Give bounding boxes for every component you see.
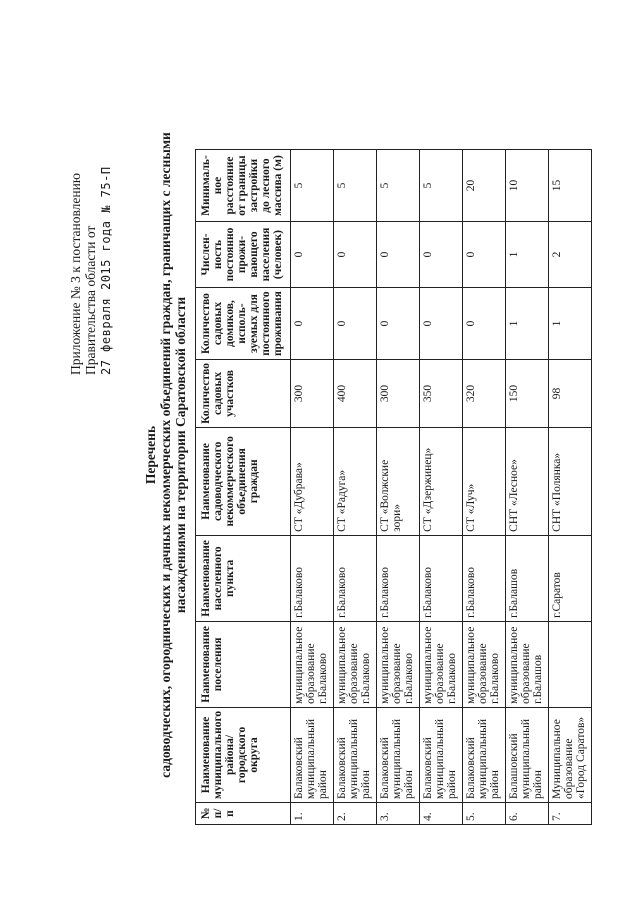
cell-district: Балашовский муниципальный район [506, 707, 549, 802]
cell-houses: 0 [291, 288, 334, 360]
cell-plots: 400 [334, 360, 377, 428]
table-row [291, 150, 334, 825]
heading-line-1: садоводческих, огороднических и дачных некоммерческих объединений граждан, граничащих с лесными [158, 132, 173, 778]
table-row [506, 150, 549, 825]
appendix-note [68, 55, 114, 375]
cell-settlement: муниципальное образование г.Балаково [334, 621, 377, 707]
cell-houses: 0 [463, 288, 506, 360]
cell-locality: г.Саратов [549, 535, 592, 621]
cell-district: Балаковский муниципальный район [420, 707, 463, 802]
cell-houses: 0 [334, 288, 377, 360]
cell-association: СНТ «Лесное» [506, 427, 549, 535]
header-population: Числен-ность постоянно прожи-вающего населения (человек) [196, 222, 291, 288]
cell-houses: 0 [420, 288, 463, 360]
header-locality: Наименование населенного пункта [196, 535, 291, 621]
cell-distance: 5 [291, 150, 334, 222]
cell-houses: 1 [549, 288, 592, 360]
cell-locality: г.Балаково [463, 535, 506, 621]
cell-locality: г.Балаково [377, 535, 420, 621]
cell-houses: 0 [377, 288, 420, 360]
cell-association: СТ «Волжские зори» [377, 427, 420, 535]
table-header-row [196, 150, 291, 825]
cell-association: СНТ «Полянка» [549, 427, 592, 535]
cell-number: 2. [334, 803, 377, 825]
cell-association: СТ «Луч» [463, 427, 506, 535]
cell-settlement: муниципальное образование г.Балаково [291, 621, 334, 707]
cell-plots: 300 [291, 360, 334, 428]
cell-district: Балаковский муниципальный район [291, 707, 334, 802]
cell-district: Балаковский муниципальный район [463, 707, 506, 802]
cell-locality: г.Балаково [291, 535, 334, 621]
cell-district: Балаковский муниципальный район [377, 707, 420, 802]
cell-population: 0 [334, 222, 377, 288]
cell-settlement [549, 621, 592, 707]
header-distance: Минималь-ное расстояние от границы застройки до лесного массива (м) [196, 150, 291, 222]
cell-population: 0 [377, 222, 420, 288]
cell-association: СТ «Радуга» [334, 427, 377, 535]
cell-number: 1. [291, 803, 334, 825]
cell-number: 4. [420, 803, 463, 825]
heading-line-2: насаждениями на территории Саратовской области [173, 296, 188, 614]
cell-number: 3. [377, 803, 420, 825]
header-plots: Количество садовых участков [196, 360, 291, 428]
cell-locality: г.Балашов [506, 535, 549, 621]
table-row [377, 150, 420, 825]
cell-plots: 320 [463, 360, 506, 428]
document-heading [143, 125, 188, 785]
cell-district: Муниципальное образование «Город Саратов» [549, 707, 592, 802]
cell-plots: 150 [506, 360, 549, 428]
cell-number: 6. [506, 803, 549, 825]
cell-distance: 10 [506, 150, 549, 222]
cell-settlement: муниципальное образование г.Балашов [506, 621, 549, 707]
cell-population: 0 [291, 222, 334, 288]
header-settlement: Наименование поселения [196, 621, 291, 707]
cell-distance: 5 [420, 150, 463, 222]
cell-distance: 5 [377, 150, 420, 222]
cell-settlement: муниципальное образование г.Балаково [377, 621, 420, 707]
cell-district: Балаковский муниципальный район [334, 707, 377, 802]
cell-population: 0 [420, 222, 463, 288]
heading-title: Перечень [143, 425, 158, 485]
cell-houses: 1 [506, 288, 549, 360]
appendix-line-2: Правительства области от [83, 225, 98, 375]
cell-distance: 20 [463, 150, 506, 222]
table-row [334, 150, 377, 825]
table-row [549, 150, 592, 825]
cell-population: 0 [463, 222, 506, 288]
cell-locality: г.Балаково [334, 535, 377, 621]
cell-number: 5. [463, 803, 506, 825]
cell-number: 7. [549, 803, 592, 825]
table-body [291, 150, 592, 825]
cell-association: СТ «Дзержинец» [420, 427, 463, 535]
cell-distance: 15 [549, 150, 592, 222]
table-row [463, 150, 506, 825]
header-association: Наименование садоводческого некоммерческого объединения граждан [196, 427, 291, 535]
handwritten-date: 27 февраля 2015 года № 75-П [99, 166, 113, 375]
cell-plots: 350 [420, 360, 463, 428]
cell-association: СТ «Дубрава» [291, 427, 334, 535]
appendix-date-line [98, 55, 114, 375]
header-number: № п/п [196, 803, 291, 825]
cell-population: 2 [549, 222, 592, 288]
appendix-line-1: Приложение № 3 к постановлению [68, 173, 83, 375]
cell-locality: г.Балаково [420, 535, 463, 621]
cell-population: 1 [506, 222, 549, 288]
cell-distance: 5 [334, 150, 377, 222]
table-row [420, 150, 463, 825]
header-district: Наименование муниципального района/ городского округа [196, 707, 291, 802]
cell-settlement: муниципальное образование г.Балаково [463, 621, 506, 707]
cell-plots: 300 [377, 360, 420, 428]
header-houses: Количество садовых домиков, исполь-зуемых для постоянного проживания [196, 288, 291, 360]
associations-table [195, 149, 592, 825]
cell-plots: 98 [549, 360, 592, 428]
cell-settlement: муниципальное образование г.Балаково [420, 621, 463, 707]
